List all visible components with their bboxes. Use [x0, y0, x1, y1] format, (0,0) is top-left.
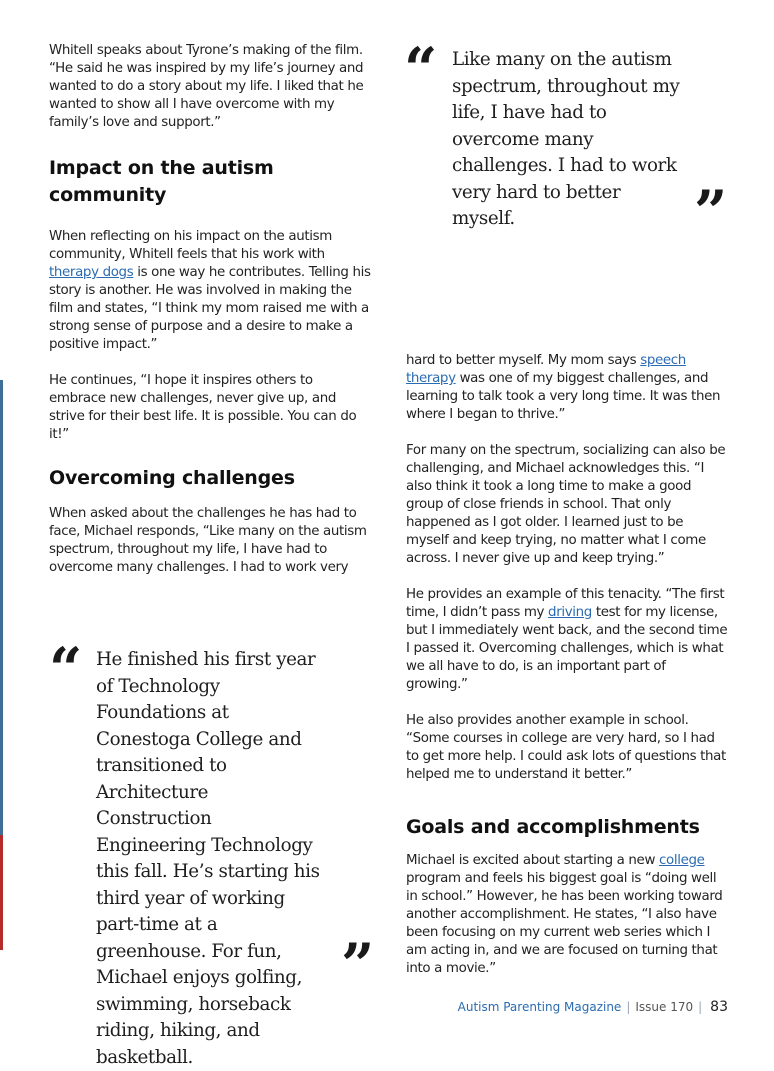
- left-column: [49, 42, 371, 577]
- paragraph-impact-text-b: is one way he contributes. Telling his story is another. He was involved in making the film and states, “I think my mom raised me with a strong sense of purpose and a desire to make a positive impact.”: [49, 265, 371, 352]
- college-link[interactable]: college: [658, 853, 705, 868]
- paragraph-speech-text-a: hard to better myself. My mom says: [406, 353, 641, 368]
- magazine-name: Autism Parenting Magazine: [457, 1000, 622, 1014]
- paragraph-tenacity: [406, 586, 728, 694]
- heading-goals: Goals and accomplishments: [406, 816, 700, 838]
- paragraph-tenacity-text-a: He provides an example of this tenacity. “The first time, I didn’t pass my: [406, 587, 725, 620]
- pull-quote-left: [49, 635, 379, 1068]
- pull-quote-left-text: He finished his first year of Technology Foundations at Conestoga College and transitioned to Architecture Construction Engineering Technology this fall. He’s starting his third year of working part-time at a greenhouse. For fun, Michael enjoys golfing, swimming, horseback riding, hiking, and basketball.: [96, 649, 320, 1068]
- paragraph-school-example: He also provides another example in school. “Some courses in college are very hard, so I had to get more help. I could ask lots of questions that helped me to understand it better.”: [406, 713, 726, 782]
- paragraph-goals-text-b: program and feels his biggest goal is “doing well in school.” However, he has been working toward another accomplishment. He states, “I also have been focusing on my current web series which I am acting in, and we are focused on turning that into a movie.”: [406, 871, 723, 976]
- speech-therapy-link[interactable]: speech therapy: [406, 353, 686, 386]
- page-number: 83: [710, 999, 728, 1015]
- paragraph-goals: [406, 852, 728, 978]
- heading-impact: Impact on the autism community: [49, 157, 274, 206]
- paragraph-challenges: When asked about the challenges he has had to face, Michael responds, “Like many on the autism spectrum, throughout my life, I have had to overcome many challenges. I had to work very: [49, 506, 367, 575]
- paragraph-goals-text-a: Michael is excited about starting a new: [406, 853, 659, 868]
- paragraph-impact-text-a: When reflecting on his impact on the autism community, Whitell feels that his work with: [49, 229, 332, 262]
- pull-quote-right: [404, 35, 734, 246]
- page-footer: [458, 998, 728, 1016]
- open-quote-mark: “: [404, 35, 438, 103]
- paragraph-impact: [49, 228, 371, 354]
- open-quote-mark: “: [49, 635, 83, 703]
- footer-separator: |: [698, 1000, 703, 1014]
- close-quote-mark: ”: [694, 178, 728, 246]
- paragraph-tenacity-text-b: test for my license, but I immediately went back, and the second time I passed it. Overcoming challenges, which is what we all have to do, is an important part of growing.”: [406, 605, 728, 692]
- driving-link[interactable]: driving: [548, 605, 592, 620]
- issue-number: Issue 170: [635, 1000, 694, 1014]
- heading-challenges: Overcoming challenges: [49, 467, 295, 489]
- paragraph-speech-text-b: was one of my biggest challenges, and learning to talk took a very long time. It was then where I began to thrive.”: [406, 371, 721, 422]
- paragraph-socializing: For many on the spectrum, socializing can also be challenging, and Michael acknowledges this. “I also think it took a long time to make a good group of close friends in school. That only happened as I got older. I learned just to be myself and keep trying, no matter what I come across. I never give up and keep trying.”: [406, 443, 726, 566]
- footer-separator: |: [626, 1000, 631, 1014]
- paragraph-tyrone-film: Whitell speaks about Tyrone’s making of the film. “He said he was inspired by my life’s journey and wanted to do a story about my life. I liked that he wanted to show all I have overcome with my family’s love and support.”: [49, 43, 364, 130]
- paragraph-speech-therapy: [406, 352, 728, 424]
- therapy-dogs-link[interactable]: therapy dogs: [49, 265, 134, 280]
- edge-strip-red: [0, 835, 3, 950]
- paragraph-continues: He continues, “I hope it inspires others to embrace new challenges, never give up, and strive for their best life. It is possible. You can do it!”: [49, 373, 357, 442]
- right-column: [406, 352, 728, 978]
- edge-strip-blue: [0, 380, 3, 835]
- close-quote-mark: ”: [341, 931, 375, 999]
- pull-quote-right-text: Like many on the autism spectrum, throughout my life, I have had to overcome many challenges. I had to work very hard to better myself.: [452, 49, 680, 229]
